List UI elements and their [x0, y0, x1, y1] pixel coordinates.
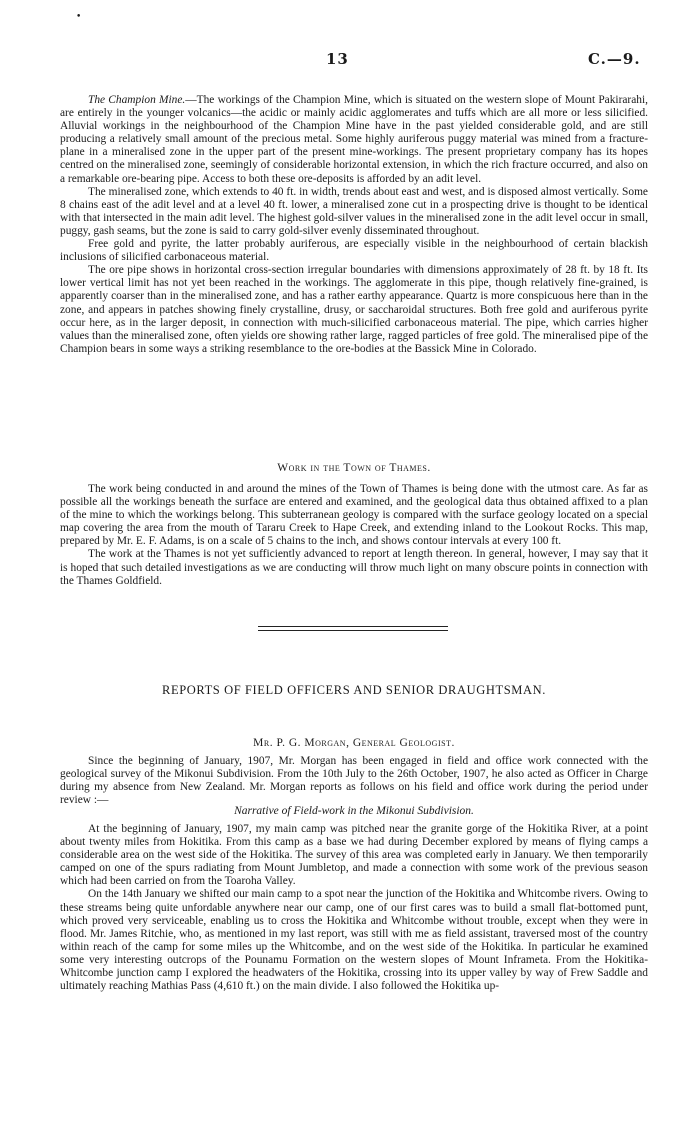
thames-paragraph-2: The work at the Thames is not yet sufficiently advanced to report at length thereon. In general, however, I may say that it is hoped that such detailed investigations as we are conducting will throw much light on many obscure points in connection with the Thames Goldfield. — [60, 548, 648, 587]
morgan-heading: Mr. P. G. Morgan, General Geologist. — [253, 737, 455, 749]
morgan-paragraph-1: Since the beginning of January, 1907, Mr. Morgan has been engaged in field and office work connected with the geological survey of the Mikonui Subdivision. From the 10th July to the 26th October, 1907, he also acted as Officer in Charge during my absence from New Zealand. Mr. Morgan reports as follows on his field and office work during the period under review :— — [60, 755, 648, 807]
champion-paragraph-1 — [60, 94, 648, 186]
narrative-section — [60, 823, 648, 993]
thames-paragraph-1: The work being conducted in and around the mines of the Town of Thames is being done with the utmost care. As far as possible all the workings beneath the surface are entered and examined, and the geological data thus obtained affixed to a plan of the mine to which the workings belong. This subterranean geology is compared with the surface geology located on a special map covering the area from the mouth of Tararu Creek to Hape Creek, and extending inland to the Lookout Rocks. This map, prepared by Mr. E. F. Adams, is on a scale of 5 chains to the inch, and shows contour intervals at every 100 ft. — [60, 483, 648, 548]
section-divider-lower — [258, 630, 448, 631]
narrative-paragraph-2: On the 14th January we shifted our main camp to a spot near the junction of the Hokitika and Whitcombe rivers. Owing to these streams being quite unfordable anywhere near our camp, one of our first cares was to build a small flat-bottomed punt, which proved very serviceable, enabling us to cross the Hokitika and Whitcombe without trouble, except when they were in flood. Mr. James Ritchie, who, as mentioned in my last report, was still with me as field assistant, traversed most of the country within reach of the camp for some miles up the Whitcombe, and on the west side of the Hokitika. In particular he examined some very interesting outcrops of the Pounamu Formation on the western slopes of Mount Inframeta. From the Hokitika-Whitcombe junction camp I explored the headwaters of the Hokitika, crossing into its upper valley by way of Frew Saddle and ultimately reaching Mathias Pass (4,610 ft.) on the main divide. I also followed the Hokitika up- — [60, 888, 648, 993]
reports-heading: REPORTS OF FIELD OFFICERS AND SENIOR DRAUGHTSMAN. — [162, 683, 546, 697]
morgan-intro — [60, 755, 648, 807]
champion-paragraph-1-text: —The workings of the Champion Mine, which is situated on the western slope of Mount Pakirarahi, are entirely in the younger volcanics—the acidic or mainly acidic agglomerates and tuffs which are all more or less silicified. Alluvial workings in the neighbourhood of the Champion Mine have in the past yielded considerable gold, and are still producing a relatively small amount of the precious metal. Some highly auriferous puggy material was mined from a fracture-plane in a mineralised zone in the upper part of the present mine-workings. The present proprietary company has its hopes centred on the mineralised zone, seemingly of considerable horizontal extension, in which the rich fracture occurred, and also on a remarkable ore-bearing pipe. Access to both these ore-deposits is afforded by an adit level. — [60, 94, 648, 185]
page-mark: • — [76, 12, 82, 22]
champion-paragraph-2: The mineralised zone, which extends to 40 ft. in width, trends about east and west, and is disposed almost vertically. Some 8 chains east of the adit level and at a level 40 ft. lower, a mineralised zone cut in a prospecting drive is thought to be identical with that intersected in the main adit level. The highest gold-silver values in the mineralised zone in the adit level occur in small, puggy, gash seams, but the zone is said to carry gold-silver evenly disseminated throughout. — [60, 185, 648, 237]
document-reference: C.—9. — [588, 50, 641, 68]
thames-heading: Work in the Town of Thames. — [277, 462, 431, 474]
page-number: 13 — [326, 50, 349, 68]
champion-paragraph-3: Free gold and pyrite, the latter probably auriferous, are especially visible in the neighbourhood of certain blackish inclusions of silicified carbonaceous material. — [60, 238, 648, 264]
section-divider — [258, 626, 448, 627]
champion-section — [60, 94, 648, 356]
narrative-subheading: Narrative of Field-work in the Mikonui Subdivision. — [234, 805, 474, 817]
champion-paragraph-4: The ore pipe shows in horizontal cross-section irregular boundaries with dimensions approximately of 28 ft. by 18 ft. Its lower vertical limit has not yet been reached in the workings. The agglomerate in this pipe, though relatively fine-grained, is apparently coarser than in the mineralised zone, and has a rather earthy appearance. Quartz is more conspicuous here than in the zone, and appears in patches showing finely crystalline, drusy, or saccharoidal structures. Both free gold and auriferous pyrite occur here, as in the larger deposit, in connection with much-silicified carbonaceous material. The pipe, which carries higher values than the mineralised zone, often yields ore showing rather large, ragged particles of free gold. The mineralised pipe of the Champion bears in some ways a striking resemblance to the ore-bodies at the Bassick Mine in Colorado. — [60, 264, 648, 355]
champion-run-head: The Champion Mine. — [88, 94, 186, 106]
thames-section — [60, 483, 648, 588]
narrative-paragraph-1: At the beginning of January, 1907, my main camp was pitched near the granite gorge of the Hokitika River, at a point about twenty miles from Hokitika. From this camp as a base we had during December explored by means of flying camps a considerable area on the west side of the Hokitika. The survey of this area was completed early in January. We then temporarily camped on one of the spurs radiating from Mount Jumbletop, and made a connection with some work of the previous season which had been carried on from the Toaroha Valley. — [60, 823, 648, 888]
